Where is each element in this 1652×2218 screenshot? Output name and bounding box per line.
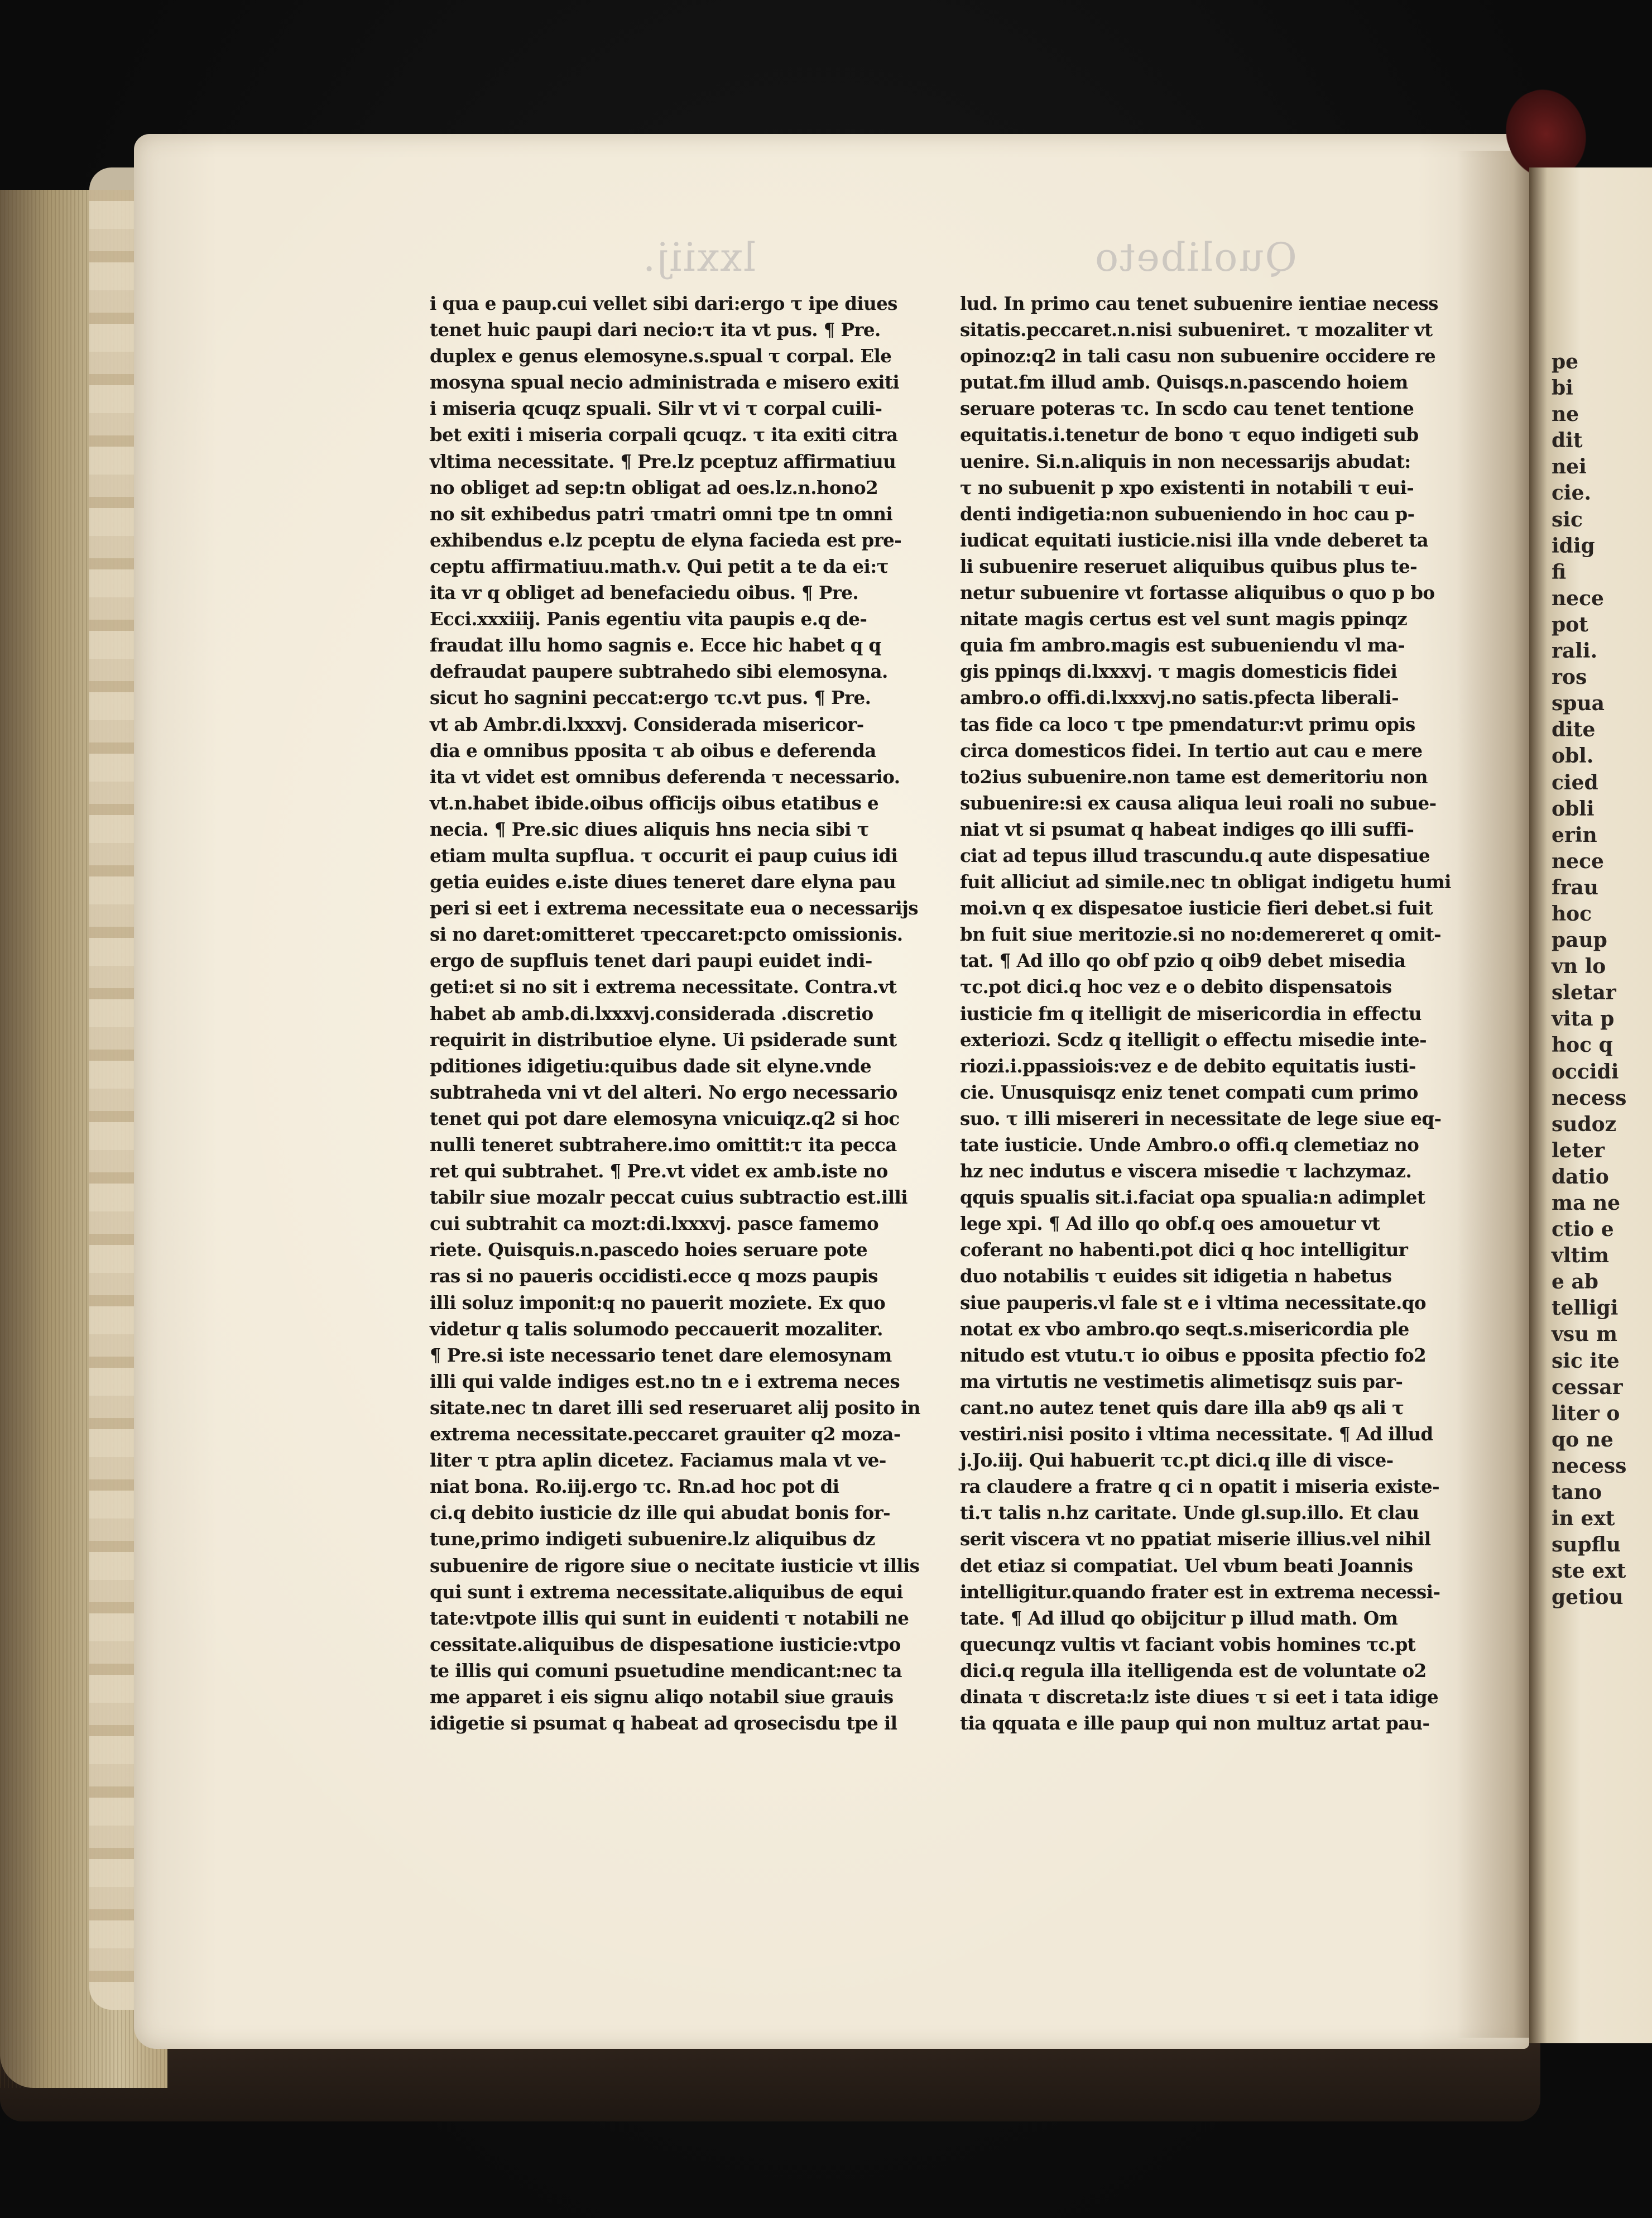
text-line: habet ab amb.di.lxxxvj.considerada .discretio xyxy=(430,1002,873,1024)
text-line: liter τ ptra aplin dicetez. Faciamus mala vt ve- xyxy=(430,1449,886,1472)
text-line: i miseria qcuqz spuali. Silr vt vi τ corpal cuili- xyxy=(430,397,882,420)
fragment-line: ctio e xyxy=(1552,1218,1614,1242)
fragment-line: pe xyxy=(1552,350,1579,373)
fragment-line: cie. xyxy=(1552,481,1592,505)
text-line: subuenire de rigore siue o necitate iusticie vt illis xyxy=(430,1554,920,1577)
text-line: moi.vn q ex dispesatoe iusticie fieri debet.si fuit xyxy=(960,897,1433,919)
text-line: τ no subuenit p xpo existenti in notabili τ eui- xyxy=(960,476,1414,499)
fragment-line: ste ext xyxy=(1552,1559,1626,1583)
fragment-line: dite xyxy=(1552,718,1596,742)
text-line: tune,primo indigeti subuenire.lz aliquibus dz xyxy=(430,1528,875,1550)
text-column-right xyxy=(960,290,1451,1736)
text-line: vt ab Ambr.di.lxxxvj. Considerada misericor- xyxy=(430,713,864,735)
text-line: ceptu affirmatiuu.math.v. Qui petit a te da ei:τ xyxy=(430,555,889,577)
text-line: illi qui valde indiges est.no tn e i extrema neces xyxy=(430,1370,900,1392)
text-line: vltima necessitate. ¶ Pre.lz pceptuz affirmatiuu xyxy=(430,450,896,472)
bleedthrough-running-title: Quolibeto xyxy=(1094,234,1297,280)
text-line: si no daret:omitteret τpeccaret:pcto omissionis. xyxy=(430,923,903,946)
fragment-line: vltim xyxy=(1552,1244,1609,1268)
fragment-line: dit xyxy=(1552,429,1583,453)
text-line: i qua e paup.cui vellet sibi dari:ergo τ ipe diues xyxy=(430,293,897,314)
fragment-line: telligi xyxy=(1552,1296,1619,1320)
fragment-line: bi xyxy=(1552,376,1573,400)
fragment-line: pot xyxy=(1552,612,1588,636)
fragment-line: idig xyxy=(1552,534,1595,558)
fragment-line: nei xyxy=(1552,455,1587,479)
text-line: illi soluz imponit:q no pauerit moziete. Ex quo xyxy=(430,1291,886,1314)
text-line: quecunqz vultis vt faciant vobis homines τc.pt xyxy=(960,1633,1416,1655)
text-line: gis ppinqs di.lxxxvj. τ magis domesticis fidei xyxy=(960,660,1398,683)
text-line: fuit alliciut ad simile.nec tn obligat indigetu humi xyxy=(960,871,1451,893)
text-line: ra claudere a fratre q ci n opatit i miseria existe- xyxy=(960,1476,1439,1498)
text-line: tenet huic paupi dari necio:τ ita vt pus. ¶ Pre. xyxy=(430,319,881,341)
fragment-line: supflu xyxy=(1552,1533,1621,1557)
text-line: mosyna spual necio administrada e misero exiti xyxy=(430,371,900,394)
text-line: ma virtutis ne vestimetis alimetisqz suis par- xyxy=(960,1370,1403,1392)
fragment-line: occidi xyxy=(1552,1060,1619,1084)
fragment-line: ros xyxy=(1552,665,1587,689)
text-line: qui sunt i extrema necessitate.aliquibus de equi xyxy=(430,1580,903,1603)
text-line: necia. ¶ Pre.sic diues aliquis hns necia sibi τ xyxy=(430,818,869,840)
fragment-line: getiou xyxy=(1552,1585,1624,1609)
text-line: nitate magis certus est vel sunt magis ppinqz xyxy=(960,608,1408,630)
text-line: ambro.o offi.di.lxxxvj.no satis.pfecta liberali- xyxy=(960,687,1399,709)
text-line: cie. Unusquisqz eniz tenet compati cum primo xyxy=(960,1081,1418,1103)
text-line: videtur q talis solumodo peccauerit mozaliter. xyxy=(430,1318,883,1340)
fragment-line: obli xyxy=(1552,797,1595,821)
fragment-line: datio xyxy=(1552,1165,1609,1189)
text-line: nulli teneret subtrahere.imo omittit:τ ita pecca xyxy=(430,1134,897,1156)
text-line: opinoz:q2 in tali casu non subuenire occidere re xyxy=(960,345,1436,367)
text-line: defraudat paupere subtrahedo sibi elemosyna. xyxy=(430,660,888,683)
fragment-line: hoc xyxy=(1552,902,1592,926)
text-line: cui subtrahit ca mozt:di.lxxxvj. pasce famemo xyxy=(430,1213,879,1235)
fragment-line: sletar xyxy=(1552,981,1616,1005)
text-line: subuenire:si ex causa aliqua leui roali no subue- xyxy=(960,792,1437,814)
text-line: getia euides e.iste diues teneret dare elyna pau xyxy=(430,871,896,893)
text-line: tenet qui pot dare elemosyna vnicuiqz.q2 si hoc xyxy=(430,1107,900,1129)
fragment-line: paup xyxy=(1552,928,1607,952)
fragment-line: tano xyxy=(1552,1481,1602,1505)
text-line: cant.no autez tenet quis dare illa ab9 qs ali τ xyxy=(960,1396,1404,1419)
text-line: duo notabilis τ euides sit idigetia n habetus xyxy=(960,1265,1392,1287)
text-line: no obliget ad sep:tn obligat ad oes.lz.n.hono2 xyxy=(430,476,878,499)
fragment-line: nece xyxy=(1552,849,1604,873)
text-line: exteriozi. Scdz q itelligit o effectu misedie inte- xyxy=(960,1028,1427,1051)
text-line: geti:et si no sit i extrema necessitate. Contra.vt xyxy=(430,976,897,998)
text-line: dici.q regula illa itelligenda est de voluntate o2 xyxy=(960,1659,1427,1682)
fragment-line: vsu m xyxy=(1552,1323,1617,1347)
fragment-line: sic ite xyxy=(1552,1349,1620,1373)
text-line: netur subuenire vt fortasse aliquibus o quo p bo xyxy=(960,582,1435,604)
text-line: j.Jo.iij. Qui habuerit τc.pt dici.q ille di visce- xyxy=(960,1449,1394,1472)
text-line: ¶ Pre.si iste necessario tenet dare elemosynam xyxy=(430,1344,892,1366)
text-line: iudicat equitati iusticie.nisi illa vnde deberet ta xyxy=(960,529,1429,551)
fragment-line: leter xyxy=(1552,1138,1605,1162)
text-line: sitate.nec tn daret illi sed reseruaret alij posito in xyxy=(430,1396,920,1419)
text-line: tas fide ca loco τ tpe pmendatur:vt primu opis xyxy=(960,713,1415,735)
text-line: tia qquata e ille paup qui non multuz artat pau- xyxy=(960,1712,1430,1735)
text-line: etiam multa supflua. τ occurit ei paup cuius idi xyxy=(430,844,898,866)
text-line: intelligitur.quando frater est in extrema necessi- xyxy=(960,1580,1440,1603)
text-line: idigetie si psumat q habeat ad qrosecisdu tpe il xyxy=(430,1712,897,1735)
text-line: te illis qui comuni psuetudine mendicant:nec ta xyxy=(430,1659,902,1682)
text-line: notat ex vbo ambro.qo seqt.s.misericordia ple xyxy=(960,1318,1409,1340)
text-line: τc.pot dici.q hoc vez e o debito dispensatois xyxy=(960,976,1392,998)
text-line: riete. Quisquis.n.pascedo hoies seruare pote xyxy=(430,1239,868,1261)
text-line: lud. In primo cau tenet subuenire ientiae necess xyxy=(960,293,1438,314)
fragment-line: hoc q xyxy=(1552,1033,1613,1057)
text-line: bet exiti i miseria corpali qcuqz. τ ita exiti citra xyxy=(430,424,898,446)
text-line: tat. ¶ Ad illo qo obf pzio q oib9 debet misedia xyxy=(960,950,1406,972)
fragment-line: spua xyxy=(1552,692,1605,716)
text-line: exhibendus e.lz pceptu de elyna facieda est pre- xyxy=(430,529,902,551)
fragment-line: sudoz xyxy=(1552,1112,1617,1136)
recto-text-fragments xyxy=(1552,346,1652,1608)
text-line: tate. ¶ Ad illud qo obijcitur p illud math. Om xyxy=(960,1607,1398,1629)
fragment-line: fi xyxy=(1552,560,1567,584)
text-line: iusticie fm q itelligit de misericordia in effectu xyxy=(960,1002,1422,1024)
text-line: dia e omnibus pposita τ ab oibus e deferenda xyxy=(430,739,876,761)
text-line: ras si no paueris occidisti.ecce q mozs paupis xyxy=(430,1265,878,1287)
text-line: bn fuit siue meritozie.si no no:demereret q omit- xyxy=(960,923,1442,946)
text-line: peri si eet i extrema necessitate eua o necessarijs xyxy=(430,897,918,919)
fragment-line: obl. xyxy=(1552,744,1594,768)
text-line: fraudat illu homo sagnis e. Ecce hic habet q q xyxy=(430,634,881,657)
text-line: ergo de supfluis tenet dari paupi euidet indi- xyxy=(430,950,872,972)
fragment-line: necess xyxy=(1552,1454,1627,1478)
text-line: dinata τ discreta:lz iste diues τ si eet i tata idige xyxy=(960,1685,1439,1708)
fragment-line: in ext xyxy=(1552,1507,1615,1531)
text-line: equitatis.i.tenetur de bono τ equo indigeti sub xyxy=(960,424,1419,446)
text-line: subtraheda vni vt del alteri. No ergo necessario xyxy=(430,1081,897,1103)
fragment-line: nece xyxy=(1552,586,1604,610)
text-line: siue pauperis.vl fale st e i vltima necessitate.qo xyxy=(960,1291,1426,1314)
text-line: sicut ho sagnini peccat:ergo τc.vt pus. ¶ Pre. xyxy=(430,687,871,709)
fragment-line: erin xyxy=(1552,823,1597,847)
text-line: putat.fm illud amb. Quisqs.n.pascendo hoiem xyxy=(960,371,1408,394)
text-line: denti indigetia:non subueniendo in hoc cau p- xyxy=(960,502,1415,525)
text-line: hz nec indutus e viscera misedie τ lachzymaz. xyxy=(960,1160,1412,1182)
fragment-line: e ab xyxy=(1552,1270,1598,1294)
fragment-line: qo ne xyxy=(1552,1427,1613,1451)
text-line: me apparet i eis signu aliqo notabil siue grauis xyxy=(430,1685,894,1708)
fragment-line: ma ne xyxy=(1552,1191,1621,1215)
fragment-line: liter o xyxy=(1552,1401,1620,1425)
text-line: serit viscera vt no ppatiat miserie illius.vel nihil xyxy=(960,1528,1431,1550)
text-line: ita vr q obliget ad benefaciedu oibus. ¶ Pre. xyxy=(430,582,859,604)
bleedthrough-folio: lxxiij. xyxy=(642,234,756,280)
fragment-line: cied xyxy=(1552,770,1598,794)
text-line: requirit in distributioe elyne. Ui psiderade sunt xyxy=(430,1028,897,1051)
text-line: Ecci.xxxiiij. Panis egentiu vita paupis e.q de- xyxy=(430,608,867,630)
text-line: det etiaz si compatiat. Uel vbum beati Joannis xyxy=(960,1554,1413,1577)
text-line: sitatis.peccaret.n.nisi subueniret. τ mozaliter vt xyxy=(960,319,1433,341)
text-line: li subuenire reseruet aliquibus quibus plus te- xyxy=(960,555,1417,577)
fragment-line: vita p xyxy=(1552,1007,1615,1031)
text-line: duplex e genus elemosyne.s.spual τ corpal. Ele xyxy=(430,345,892,367)
text-line: seruare poteras τc. In scdo cau tenet tentione xyxy=(960,397,1414,420)
text-line: ret qui subtrahet. ¶ Pre.vt videt ex amb.iste no xyxy=(430,1160,888,1182)
text-line: lege xpi. ¶ Ad illo qo obf.q oes amouetur vt xyxy=(960,1213,1380,1235)
fragment-line: vn lo xyxy=(1552,955,1606,979)
text-line: extrema necessitate.peccaret grauiter q2 moza- xyxy=(430,1423,901,1445)
text-line: tate iusticie. Unde Ambro.o offi.q clemetiaz no xyxy=(960,1134,1419,1156)
text-line: vestiri.nisi posito i vltima necessitate. ¶ Ad illud xyxy=(960,1423,1433,1445)
fragment-line: sic xyxy=(1552,507,1583,531)
fragment-line: ne xyxy=(1552,403,1579,427)
recto-page-edge xyxy=(1529,167,1652,2043)
text-line: riozi.i.ppassiois:vez e de debito equitatis iusti- xyxy=(960,1055,1416,1077)
text-line: cessitate.aliquibus de dispesatione iusticie:vtpo xyxy=(430,1633,901,1655)
text-line: pditiones idigetiu:quibus dade sit elyne.vnde xyxy=(430,1055,872,1077)
text-line: ciat ad tepus illud trascundu.q aute dispesatiue xyxy=(960,844,1430,866)
text-line: suo. τ illi misereri in necessitate de lege siue eq- xyxy=(960,1107,1442,1129)
text-line: quia fm ambro.magis est subueniendu vl ma- xyxy=(960,634,1405,657)
text-line: no sit exhibedus patri τmatri omni tpe tn omni xyxy=(430,502,893,525)
text-line: ita vt videt est omnibus deferenda τ necessario. xyxy=(430,765,900,788)
text-line: ti.τ talis n.hz caritate. Unde gl.sup.illo. Et clau xyxy=(960,1502,1419,1524)
fragment-line: cessar xyxy=(1552,1375,1623,1399)
text-line: coferant no habenti.pot dici q hoc intelligitur xyxy=(960,1239,1408,1261)
text-line: niat bona. Ro.iij.ergo τc. Rn.ad hoc pot di xyxy=(430,1476,839,1498)
text-line: niat vt si psumat q habeat indiges qo illi suffi- xyxy=(960,818,1414,840)
text-line: tabilr siue mozalr peccat cuius subtractio est.illi xyxy=(430,1186,907,1209)
text-line: qquis spualis sit.i.faciat opa spualia:n adimplet xyxy=(960,1186,1425,1209)
fragment-line: frau xyxy=(1552,875,1598,899)
text-line: ci.q debito iusticie dz ille qui abudat bonis for- xyxy=(430,1502,891,1524)
text-line: nitudo est vtutu.τ io oibus e pposita pfectio fo2 xyxy=(960,1344,1427,1366)
text-line: uenire. Si.n.aliquis in non necessarijs abudat: xyxy=(960,450,1411,472)
fragment-line: necess xyxy=(1552,1086,1627,1110)
text-column-left xyxy=(430,290,932,1736)
text-line: circa domesticos fidei. In tertio aut cau e mere xyxy=(960,739,1423,761)
text-line: tate:vtpote illis qui sunt in euidenti τ notabili ne xyxy=(430,1607,909,1629)
text-line: vt.n.habet ibide.oibus officijs oibus etatibus e xyxy=(430,792,879,814)
fragment-line: rali. xyxy=(1552,639,1598,663)
text-line: to2ius subuenire.non tame est demeritoriu non xyxy=(960,765,1428,788)
